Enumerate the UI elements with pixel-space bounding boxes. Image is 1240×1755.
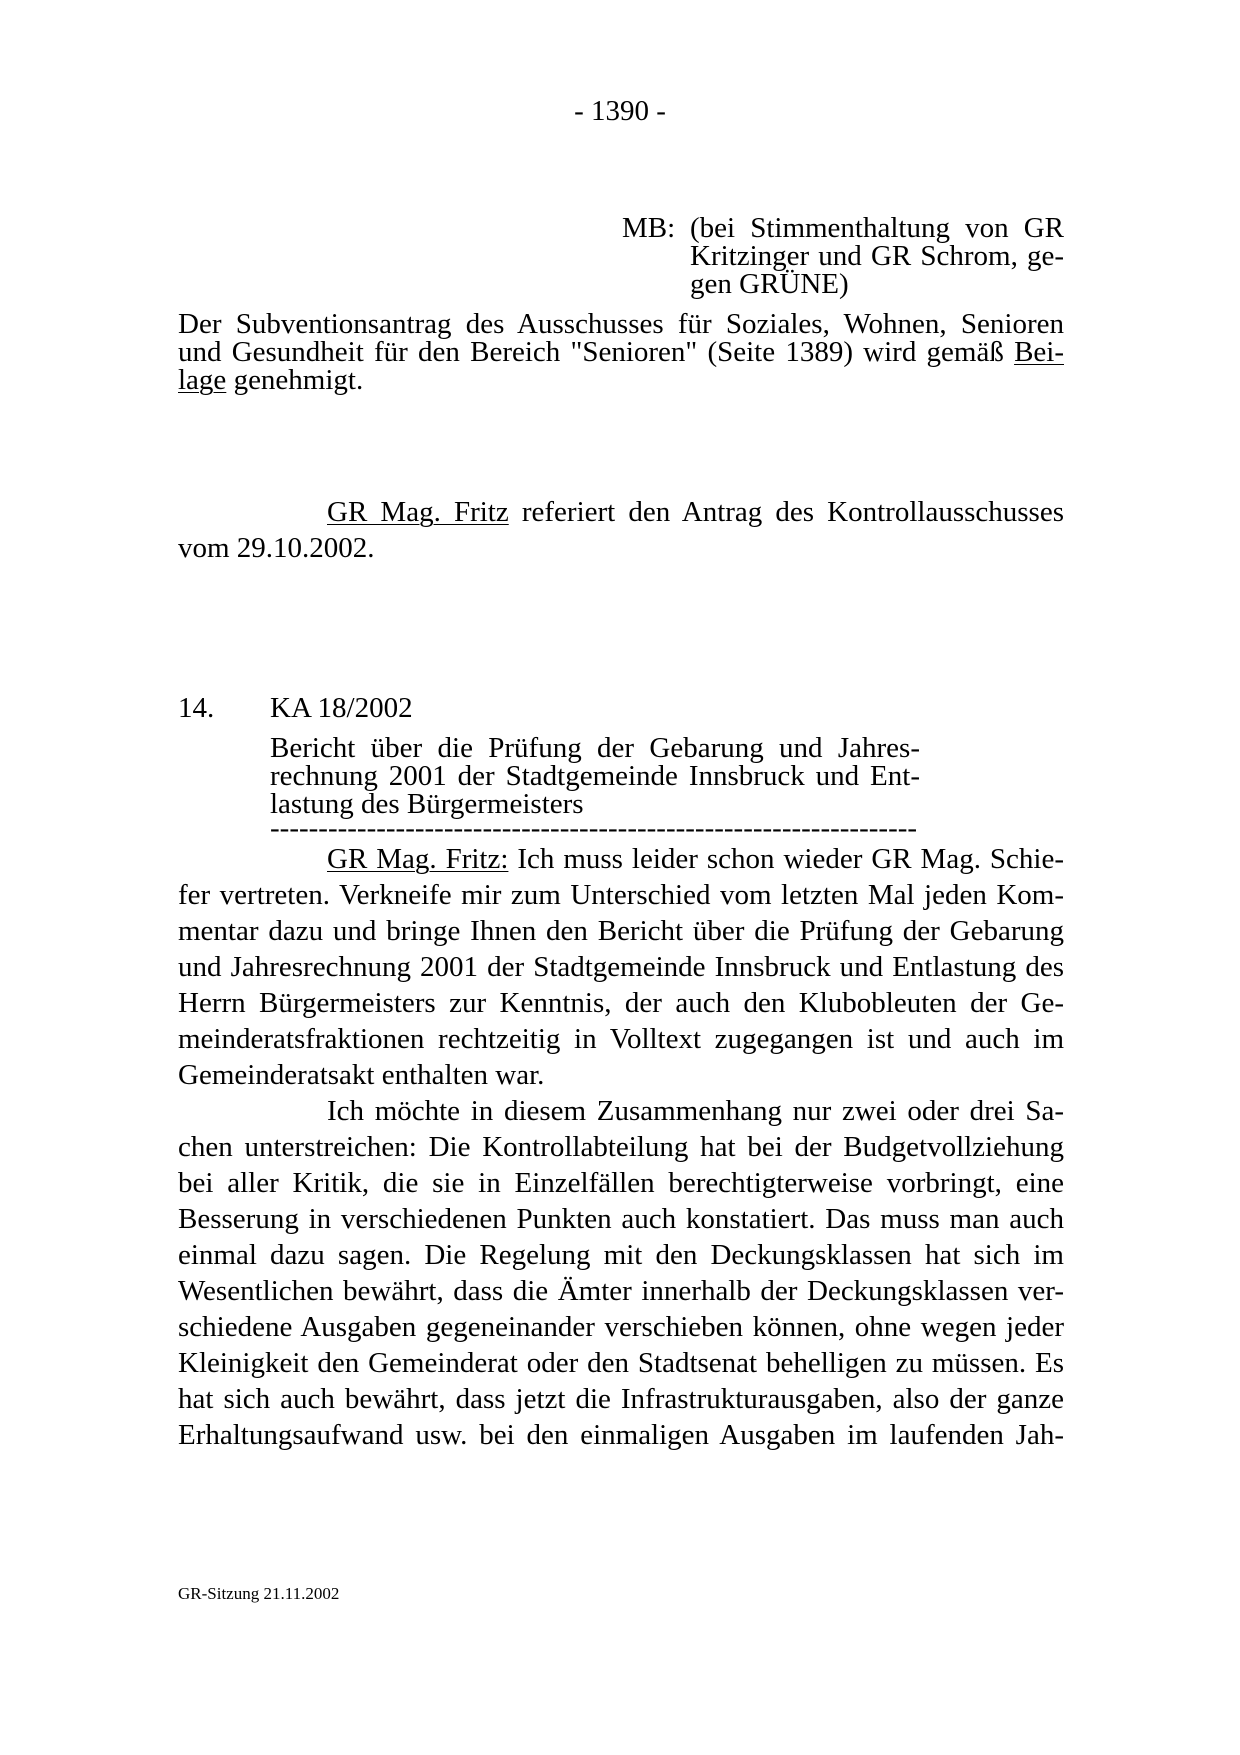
- text-line: bei aller Kritik, die sie in Einzelfällen berechtigterweise vorbringt, eine: [178, 1167, 1064, 1199]
- attachment-link-continued[interactable]: lage: [178, 364, 227, 396]
- text-line: [178, 336, 1064, 368]
- text-line: hat sich auch bewährt, dass jetzt die Infrastrukturausgaben, also der ganze: [178, 1383, 1064, 1415]
- agenda-item-title: [270, 732, 920, 820]
- text-line: [178, 1095, 1064, 1131]
- text-segment: referiert den Antrag des Kontrollausschusses: [508, 496, 1065, 528]
- text-line: meinderatsfraktionen rechtzeitig in Volltext zugegangen ist und auch im: [178, 1023, 1064, 1055]
- text-line: Erhaltungsaufwand usw. bei den einmaligen Ausgaben im laufenden Jah-: [178, 1419, 1064, 1451]
- text-line: einmal dazu sagen. Die Regelung mit den Deckungsklassen hat sich im: [178, 1239, 1064, 1271]
- text-segment: Ich muss leider schon wieder GR Mag. Schie-: [508, 843, 1064, 875]
- text-line: vom 29.10.2002.: [178, 532, 375, 564]
- resolution-paragraph: [178, 308, 1064, 396]
- text-line: und Jahresrechnung 2001 der Stadtgemeinde Innsbruck und Entlastung des: [178, 951, 1064, 983]
- text-line: Besserung in verschiedenen Punkten auch konstatiert. Das muss man auch: [178, 1203, 1064, 1235]
- text-line: mentar dazu und bringe Ihnen den Bericht über die Prüfung der Gebarung: [178, 915, 1064, 947]
- vote-line: (bei Stimmenthaltung von GR: [690, 212, 1064, 244]
- text-line: Kleinigkeit den Gemeinderat oder den Stadtsenat behelligen zu müssen. Es: [178, 1347, 1064, 1379]
- vote-label: MB:: [622, 212, 676, 244]
- speech-paragraph-2: [178, 1095, 1064, 1455]
- speaker-name: GR Mag. Fritz:: [327, 843, 509, 875]
- text-line: [178, 364, 1064, 396]
- footer-session-date: GR-Sitzung 21.11.2002: [178, 1584, 340, 1603]
- referral-paragraph: [178, 496, 1064, 568]
- text-line: [178, 496, 1064, 532]
- text-line: Gemeinderatsakt enthalten war.: [178, 1059, 545, 1091]
- title-line: lastung des Bürgermeisters: [270, 788, 584, 820]
- text-line: fer vertreten. Verkneife mir zum Unterschied vom letzten Mal jeden Kom-: [178, 879, 1064, 911]
- vote-line: Kritzinger und GR Schrom, ge-: [690, 240, 1064, 272]
- title-line: Bericht über die Prüfung der Gebarung und Jahres-: [270, 732, 920, 764]
- text-segment: genehmigt.: [226, 364, 364, 396]
- separator-line: -------------------------------------------------------------------: [270, 816, 918, 840]
- text-line: schiedene Ausgaben gegeneinander verschieben können, ohne wegen jeder: [178, 1311, 1064, 1343]
- vote-line: gen GRÜNE): [690, 268, 849, 300]
- text-segment: und Gesundheit für den Bereich "Senioren" (Seite 1389) wird gemäß: [178, 336, 1015, 368]
- text-line: Wesentlichen bewährt, dass die Ämter innerhalb der Deckungsklassen ver-: [178, 1275, 1064, 1307]
- text-segment: Ich möchte in diesem Zusammenhang nur zwei oder drei Sa-: [327, 1095, 1064, 1127]
- vote-text: [690, 214, 1064, 298]
- text-line: Herrn Bürgermeisters zur Kenntnis, der auch den Klubobleuten der Ge-: [178, 987, 1064, 1019]
- agenda-item-number: 14.: [178, 692, 215, 724]
- page-number: - 1390 -: [574, 95, 666, 127]
- text-line: chen unterstreichen: Die Kontrollabteilung hat bei der Budgetvollziehung: [178, 1131, 1064, 1163]
- speech-paragraph-1: [178, 843, 1064, 1095]
- title-line: rechnung 2001 der Stadtgemeinde Innsbruck und Ent-: [270, 760, 920, 792]
- speaker-name: GR Mag. Fritz: [327, 496, 509, 528]
- agenda-item-code: KA 18/2002: [270, 692, 413, 724]
- text-line: Der Subventionsantrag des Ausschusses für Soziales, Wohnen, Senioren: [178, 308, 1064, 340]
- attachment-link[interactable]: Bei-: [1014, 336, 1064, 368]
- text-line: [178, 843, 1064, 879]
